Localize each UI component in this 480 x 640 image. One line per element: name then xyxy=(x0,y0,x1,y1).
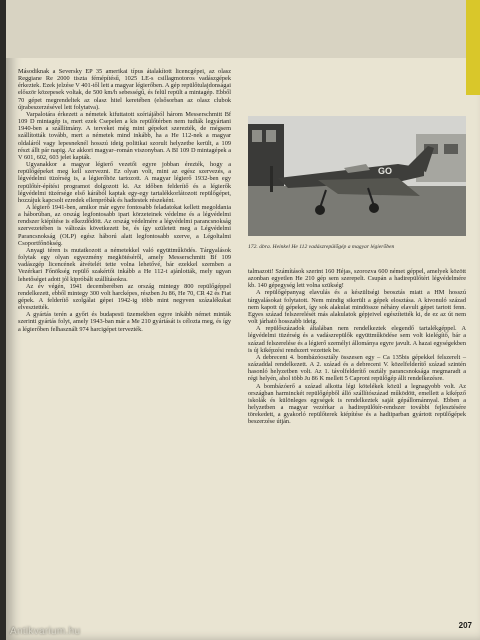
paragraph: A gyártás terén a győri és budapesti üzemekben egyre inkább német minták szerinti gyártás folyt, amely 1943-ban már a Me 210 gyártását is célozta meg, és így a légierőben felhasznált 974 harcigépet tervezték. xyxy=(18,311,231,333)
paragraph: Anyagi téren is mutatkozott a németekkel való együttműködés. Tárgyalások folytak egy olyan egyezmény megkötéséről, amely Messerschmitt Bf 109 vadászgép licencének átvételét tette volna lehetővé, bár ezekkel szemben a Vezérkari Főnökség repülő szakértői inkább a He 112-t ajánlották, mely ugyan lehetőséget adott jól kipróbált szállításokra. xyxy=(18,246,231,283)
paragraph: Varpalotára érkezett a németek kifuttatott szériájából három Messerschmitt Bf 109 D mintagép is, mert ezek Csepelen a kis repülőtérben nem tudták legyártani 1940-ben a szállítmány. A terveket még mint gépeket szerezték, de mégsem szállították tovább, mert a németek mind inkább, ha a He 112-nek a magyar oldaláról vagy lepesneknél hosszú ideig politikai szorult helyzetbe került, a 109 részt állt pár napig. Az akkori magyar–román viszonyban. A BI 109 D mintagépek a V 601, 602, 603 jelet kapták. xyxy=(18,110,231,161)
aircraft-photo xyxy=(248,116,466,236)
left-text-column xyxy=(18,68,231,333)
heinkel-he112-illustration xyxy=(248,116,466,236)
page-number: 207 xyxy=(458,621,472,630)
paragraph: Ugyanakkor a magyar légierő vezetői egyre jobban érezték, hogy a repülőgépeket meg kell szervezni. Ez olyan volt, mint az egész szervezés, a légvédelmi tüzérség is, a légierőhöz tartozott. A magyar légierő 1932-ben egy repülőtér-építési programot dolgozott ki. Az időben felderítő és a légierők légvédelmi tüzérsége első kárából kaptak egy-egy tartalékkorlátozott repülőgépet, hozzájuk kapcsolt ezredek ellenpróbák és hadtestek részeként. xyxy=(18,161,231,204)
paragraph: A repülőszázadok általában nem rendelkeztek elegendő tartalékgéppel. A légvédelmi tüzérség és a vadászrepülők együttműködése sem volt kielégítő, bár a század felszerelése és a légierő személyi állománya egyre javult. A hazai egységekben is új kiképzési rendszert vezettek be. xyxy=(248,325,466,354)
paragraph: A légierő 1941-ben, amikor már egyre fontosabb feladatokat kellett megoldania a háborúban, az ország legfontosabb ipari körzeteinek védelme és a légvédelmi rendszer kiépítése is elkezdődött. Az ország védelmére a légvédelmi parancsnokság szervezetében is változás következett be, és így született meg a Légvédelmi Parancsnokság (OLP) egész háború alatt legfontosabb szerve, a Légoltalmi Csoportfőnökség. xyxy=(18,203,231,247)
right-text-column xyxy=(248,268,466,425)
photo-caption: 172. ábra. Heinkel He 112 vadászrepülőgép a magyar légierőben xyxy=(248,244,395,250)
aircraft-marking: GO xyxy=(378,166,393,176)
paragraph: A debreceni 4. bombázóosztály összesen egy – Ca 135bis gépekkel felszerelt – századdal rendelkezett. A 2. század és a debreceni V. közelfelderítő század szintén hasonló helyzetben volt. Az 1. távolfelderítő osztály parancsnoksága megmaradt a régi helyén, ahol több Ju 86 K mellett 5 Caproni repülőgép állt rendelkezésre. xyxy=(248,353,466,383)
watermark-text: Antikvarium.hu xyxy=(10,626,81,637)
paragraph: talmazott! Számítások szerint 160 Héjas, szorozva 600 német géppel, amelyek között azonban egyetlen He 210 gép sem szerepelt. Csupán a hadirepülőtéri légvédelmére kb. 140 gépegység lett volna szükség! xyxy=(248,268,466,290)
page-top-shadow xyxy=(6,0,480,58)
paragraph: Másodiknak a Seversky EP 35 amerikai típus átalakított licencgépei, az olasz Reggiane Re 2000 tiszta fémépítésű, 1025 LE-s csillagmotoros vadászgépek érkeztek. Ezek jelzése V 401-től lett a magyar légierőben. A gép repülőtulajdonságai először közepesek voltak, de 500 km/h sebességű, és felül repült a mintagép. Ebből 70 gépet megrendeltek az olasz hitel keretében (elsősorban az olasz clubok újrabeszerzésével lett folytatva). xyxy=(18,68,231,111)
paragraph: Az év végén, 1941 decemberében az ország mintegy 800 repülőgéppel rendelkezett, ebből mintegy 300 volt harcképes, részben Ju 86, He 70, CR 42 és Fiat gépek. A felderítő szolgálat gépei 1942-ig több mint negyven százalékukat elvesztették. xyxy=(18,282,231,312)
yellow-edge-strip xyxy=(466,0,480,95)
paragraph: A repülőgépanyag elavulás és a készültségi beosztás miatt a HM hosszú tárgyalásokat folytatott. Nem mindig sikerült a gépek elosztása. A kivonuló század nem kapott új gépeket, így sok alakulat mindössze néhány elavult gépet tartott fenn. Egyes század felszerelését más alakulatok gépjeivel egészítették ki, de ez az út nem volt járható hosszabb ideig. xyxy=(248,289,466,326)
paragraph: A bombázóerő a század alkotta légi kötelékek közül a legnagyobb volt. Az országban harminckét repülőgépből álló szállítószázad működött, emellett a kiképző iskolák és különleges egységek is rendelkeztek saját gépállománnyal. Ebben a helyzetben a magyar vezérkar a hadirepülőtér-rendszer további fejlesztésére törekedett, a gyakorló repülőterek kiépítése és a hadiiparban gyártott repülőgépek beszerzése útján. xyxy=(248,382,466,426)
